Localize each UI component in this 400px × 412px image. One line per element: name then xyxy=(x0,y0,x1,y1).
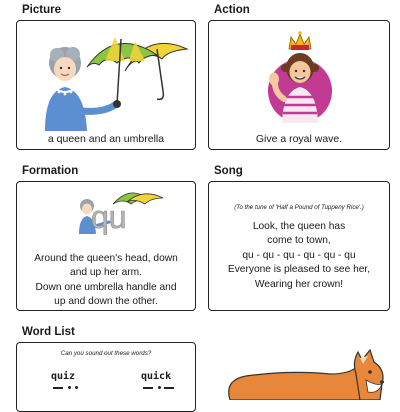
qu-formation-illustration xyxy=(17,184,196,244)
word-list-card xyxy=(16,342,196,412)
song-line: qu - qu - qu - qu - qu - qu xyxy=(242,249,356,261)
word-item: quiz xyxy=(51,371,76,382)
word-item: quick xyxy=(141,371,172,382)
song-line: Look, the queen has xyxy=(252,221,346,232)
formation-line: up and down the other. xyxy=(54,296,158,308)
action-section-title: Action xyxy=(214,4,250,16)
qu-letters: qu xyxy=(91,199,127,235)
song-tune-note: (To the tune of 'Half a Pound of Tuppeny Rice'.) xyxy=(234,204,364,211)
picture-section-title: Picture xyxy=(22,4,61,16)
word-sound-dot xyxy=(68,386,71,389)
action-caption: Give a royal wave. xyxy=(255,133,343,145)
formation-card xyxy=(16,181,196,311)
green-umbrella xyxy=(87,37,157,104)
word-sound-button-line xyxy=(53,387,63,389)
word-list-section-title: Word List xyxy=(22,326,75,338)
song-lyrics xyxy=(209,220,389,292)
corgi-illustration xyxy=(210,344,390,400)
queen-with-umbrella-illustration xyxy=(17,21,196,131)
girl-waving-illustration xyxy=(209,21,390,131)
action-card xyxy=(208,20,390,150)
word-list-prompt: Can you sound out these words? xyxy=(60,350,152,357)
formation-instructions xyxy=(17,252,195,310)
song-card xyxy=(208,181,390,311)
song-line: Everyone is pleased to see her, xyxy=(227,264,371,276)
song-line: Wearing her crown! xyxy=(254,278,344,290)
picture-caption: a queen and an umbrella xyxy=(47,133,165,145)
picture-card xyxy=(16,20,196,150)
formation-line: Down one umbrella handle and xyxy=(35,281,177,293)
crown-icon xyxy=(289,31,311,50)
formation-section-title: Formation xyxy=(22,165,79,177)
formation-line: Around the queen's head, down xyxy=(34,253,178,264)
word-sound-dot xyxy=(75,386,78,389)
song-line: come to town, xyxy=(267,235,331,247)
queen-figure xyxy=(45,47,87,131)
song-section-title: Song xyxy=(214,165,243,177)
corgi-dog-icon xyxy=(229,350,384,400)
word-sound-button-line xyxy=(164,387,174,389)
word-sound-dot xyxy=(158,386,161,389)
formation-line: and up her arm. xyxy=(70,267,142,279)
word-sound-button-line xyxy=(143,387,153,389)
